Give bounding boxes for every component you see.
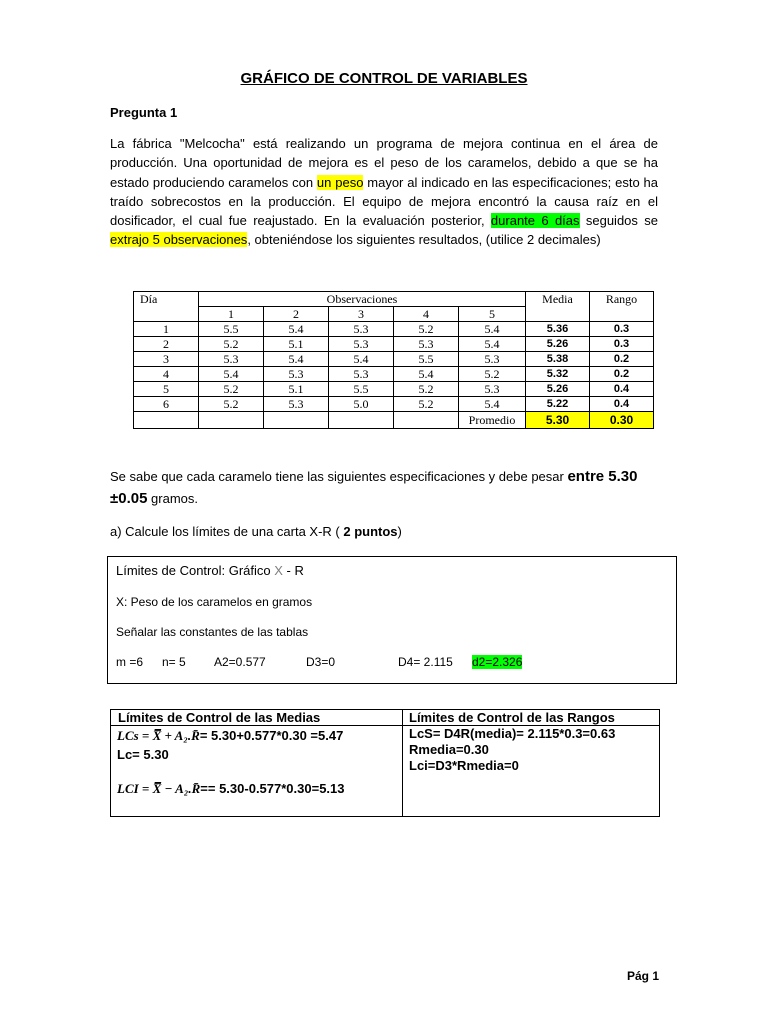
cell-media: 5.26 [526,382,590,397]
limits-title-prefix: Límites de Control: Gráfico [116,563,275,578]
cell-rango: 0.2 [590,352,654,367]
paragraph-text: , obteniéndose los siguientes resultados, (utilice 2 decimales) [247,232,601,248]
constants-label: Señalar las constantes de las tablas [116,625,309,639]
cell-dia: 1 [134,322,199,337]
highlight-days: durante 6 días [490,213,580,229]
table-header-row [134,292,654,307]
cell-obs: 5.3 [394,337,459,352]
cell-obs: 5.3 [459,352,526,367]
constant-n: n= 5 [162,655,186,669]
lcs-rhs: = 5.30+0.577*0.30 =5.47 [199,728,344,743]
promedio-label: Promedio [459,412,526,429]
constant-d4: D4= 2.115 [398,655,453,669]
variable-description: X: Peso de los caramelos en gramos [116,595,313,609]
lcs-lhs: LCs = X̿ + A₂.R̄ [117,728,200,743]
lci-formula [117,781,345,797]
cell-dia: 4 [134,367,199,382]
limits-box-title [116,563,304,578]
limits-title-suffix: - R [282,563,304,578]
cell-rango: 0.3 [590,322,654,337]
cell-rango: 0.2 [590,367,654,382]
cell-obs: 5.2 [394,322,459,337]
limits-title-x: X [274,563,283,578]
obs-number: 3 [329,307,394,322]
paragraph-text: La fábrica "Melcocha" está realizando un programa de mejora continua en el área de producción. Una oportunidad de mejora es el peso de los caramelos, debido a que se ha estado produciendo caramelos con [110,136,658,190]
constant-d2: d2=2.326 [472,655,523,669]
cell-obs: 5.3 [199,352,264,367]
cell-obs: 5.3 [329,337,394,352]
table-row [134,382,654,397]
cell-obs: 5.2 [459,367,526,382]
cell-obs: 5.4 [394,367,459,382]
cell-empty [199,412,264,429]
header-observaciones: Observaciones [199,292,526,307]
results-table [110,709,660,817]
cell-media: 5.32 [526,367,590,382]
paragraph-text: mayor al indicado en las especificaciones; esto ha traído sobrecostos en la producción. El equipo de mejora encontró la causa raíz en el dosificador, el cual fue reajustado. En la evaluación posterior, [110,174,658,229]
cell-obs: 5.4 [199,367,264,382]
medias-header: Límites de Control de las Medias [118,710,321,725]
cell-obs: 5.4 [459,337,526,352]
rangos-header: Límites de Control de las Rangos [409,710,615,725]
cell-rango: 0.4 [590,397,654,412]
cell-dia: 2 [134,337,199,352]
table-row [134,397,654,412]
cell-media: 5.38 [526,352,590,367]
cell-rango: 0.3 [590,337,654,352]
observations-table [133,291,654,429]
cell-obs: 5.3 [459,382,526,397]
cell-empty [264,412,329,429]
table-row [134,337,654,352]
header-dia: Día [134,292,199,322]
obs-number: 1 [199,307,264,322]
lci-rhs: == 5.30-0.577*0.30=5.13 [200,781,345,796]
cell-obs: 5.1 [264,382,329,397]
question-a-points: 2 puntos [343,524,398,539]
spec-bold: ±0.05 [110,490,148,507]
cell-obs: 5.0 [329,397,394,412]
question-a-suffix: ) [397,524,402,539]
spec-text: Se sabe que cada caramelo tiene las siguientes especificaciones y debe pesar [110,469,568,484]
cell-obs: 5.3 [329,367,394,382]
question-a [110,524,402,539]
cell-obs: 5.2 [199,382,264,397]
cell-obs: 5.3 [264,367,329,382]
question-label: Pregunta 1 [110,105,178,120]
cell-media: 5.36 [526,322,590,337]
cell-obs: 5.2 [199,397,264,412]
cell-obs: 5.2 [199,337,264,352]
cell-rango: 0.4 [590,382,654,397]
header-media: Media [526,292,590,322]
cell-dia: 6 [134,397,199,412]
cell-media: 5.26 [526,337,590,352]
lci-lhs: LCI = X̿ − A₂.R̄ [117,781,201,796]
spec-text: gramos. [147,491,199,506]
range-lcl: Lci=D3*Rmedia=0 [409,758,519,773]
promedio-media: 5.30 [526,412,590,429]
cell-empty [329,412,394,429]
cell-dia: 3 [134,352,199,367]
cell-obs: 5.2 [394,397,459,412]
cell-obs: 5.5 [199,322,264,337]
table-promedio-row [134,412,654,429]
obs-number: 4 [394,307,459,322]
constant-a2: A2=0.577 [214,655,266,669]
paragraph-text: seguidos se [579,213,658,229]
cell-obs: 5.5 [394,352,459,367]
page-number: Pág 1 [627,969,660,983]
cell-obs: 5.5 [329,382,394,397]
cell-obs: 5.4 [264,352,329,367]
cell-obs: 5.3 [264,397,329,412]
lcs-formula [117,728,343,744]
promedio-rango: 0.30 [590,412,654,429]
control-limits-box [107,556,677,684]
cell-obs: 5.4 [459,322,526,337]
page-title: GRÁFICO DE CONTROL DE VARIABLES [240,70,528,87]
table-row [134,352,654,367]
cell-empty [394,412,459,429]
lc-value: Lc= 5.30 [117,747,169,762]
highlight-weight: un peso [316,174,364,190]
spec-bold: entre 5.30 [567,468,638,485]
header-rango: Rango [590,292,654,322]
cell-obs: 5.4 [329,352,394,367]
table-row [134,322,654,337]
problem-paragraph [110,134,658,250]
cell-obs: 5.3 [329,322,394,337]
highlight-observations: extrajo 5 observaciones [110,232,248,248]
constant-m: m =6 [116,655,144,669]
question-a-prefix: a) Calcule los límites de una carta X-R ( [110,524,344,539]
cell-obs: 5.4 [264,322,329,337]
cell-media: 5.22 [526,397,590,412]
range-mean: Rmedia=0.30 [409,742,489,757]
obs-number: 2 [264,307,329,322]
table-row [134,367,654,382]
constant-d3: D3=0 [306,655,336,669]
specification-text [110,466,670,510]
cell-obs: 5.2 [394,382,459,397]
cell-obs: 5.4 [459,397,526,412]
cell-dia: 5 [134,382,199,397]
cell-obs: 5.1 [264,337,329,352]
cell-empty [134,412,199,429]
range-ucl: LcS= D4R(media)= 2.115*0.3=0.63 [409,726,616,741]
obs-number: 5 [459,307,526,322]
